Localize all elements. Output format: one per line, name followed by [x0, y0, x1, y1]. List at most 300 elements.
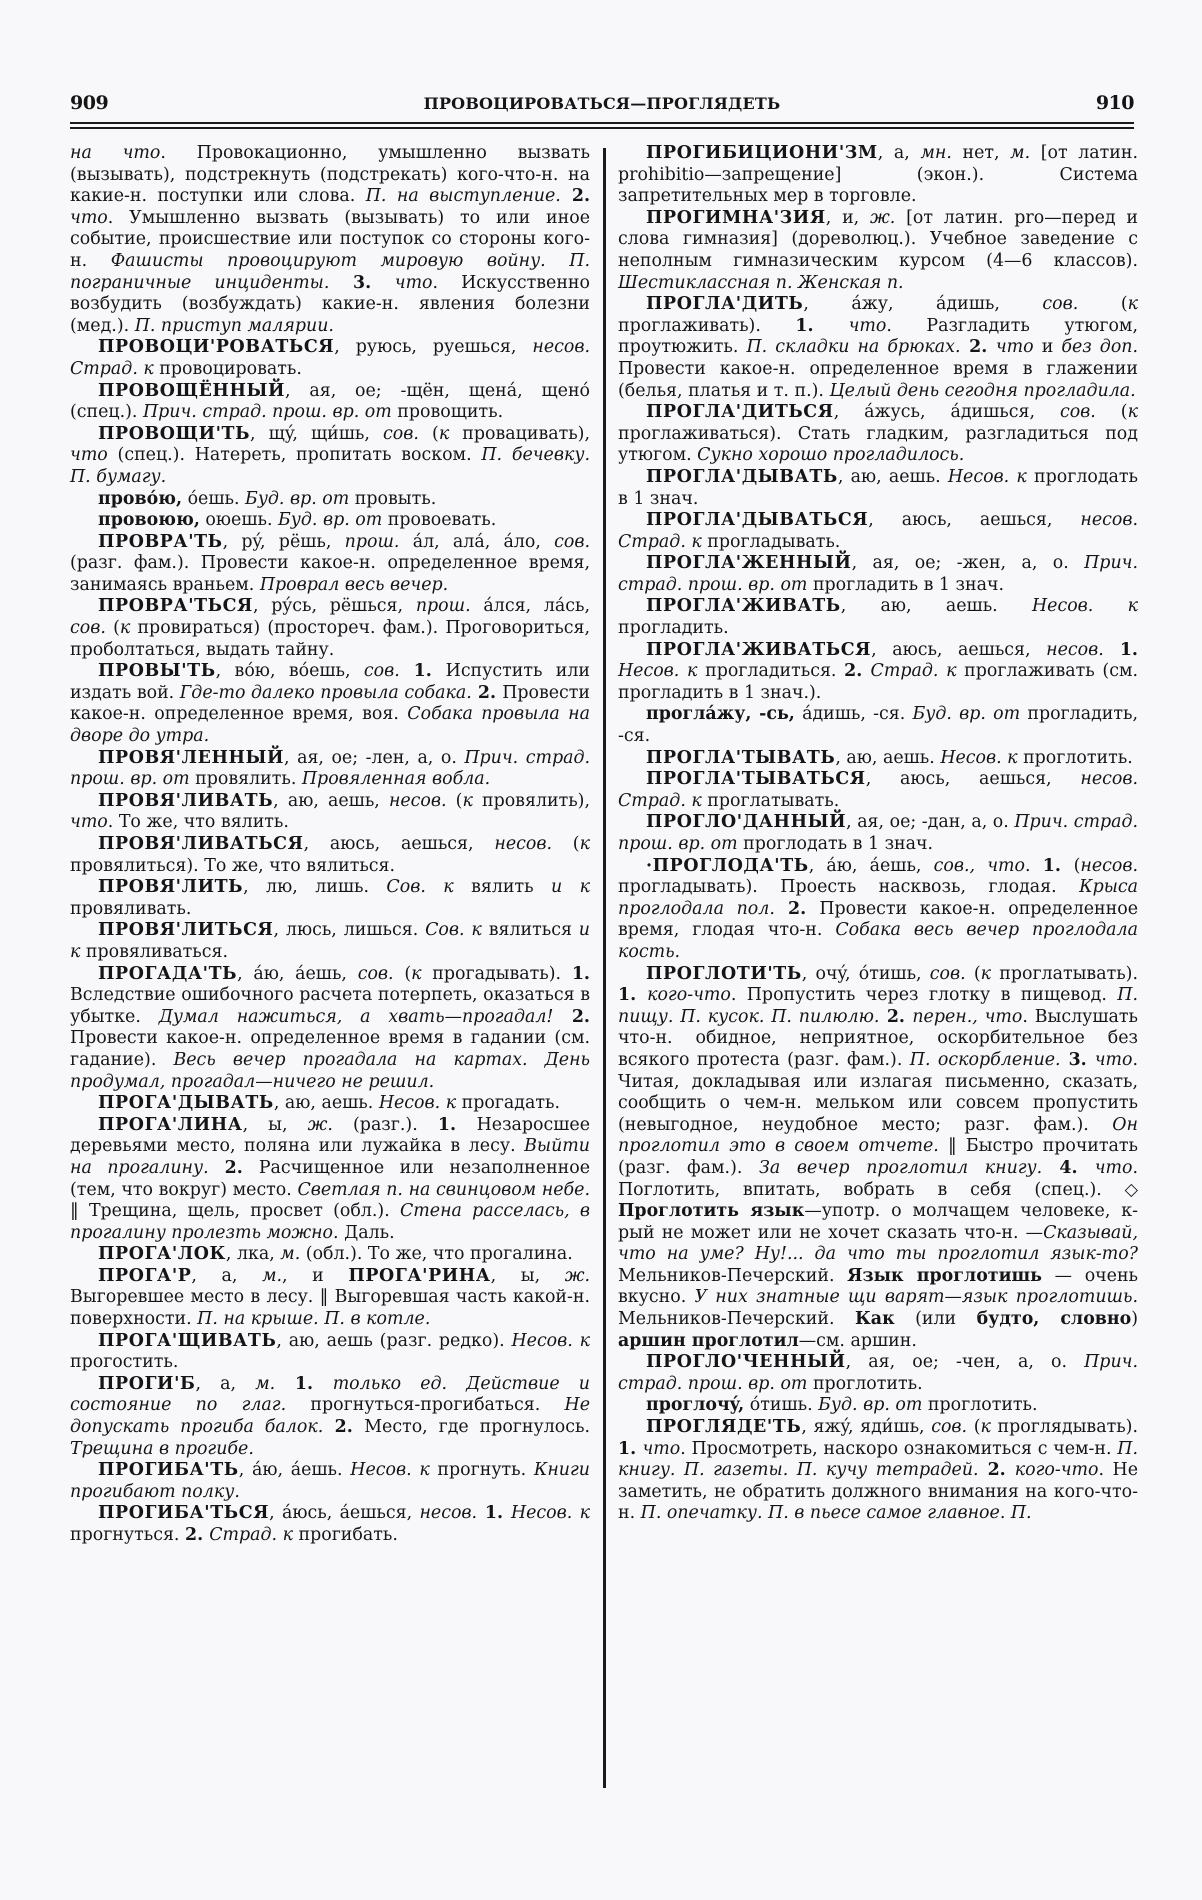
entry-text: провяливаться.	[80, 941, 228, 962]
entry-text: , вóю, вóешь,	[215, 661, 364, 682]
entry-text: к	[119, 618, 131, 639]
entry-text: 1.	[795, 315, 849, 336]
entry-text: П. опечатку. П. в пьесе самое главное. П.	[640, 1503, 1032, 1524]
entry-text: . Пропустить через глотку в пищевод.	[730, 985, 1118, 1006]
entry-text: сов.	[1042, 294, 1079, 315]
entry-text: сов.	[363, 661, 400, 682]
dictionary-entry	[618, 1417, 1138, 1525]
dictionary-entry	[618, 553, 1138, 596]
dictionary-entry	[70, 1503, 590, 1546]
entry-text: Сукно хорошо прогладилось.	[697, 445, 965, 466]
entry-text: 1.	[437, 1114, 477, 1135]
entry-text: Место, где прогнулось.	[364, 1417, 590, 1438]
entry-text: Прич. страд. прош. вр. от	[618, 1352, 1138, 1394]
entry-text: прогладывать). Проесть насквозь, глодая.	[618, 877, 1080, 898]
headword: ПРОГИ'Б	[98, 1373, 196, 1394]
entry-text: Сов. к	[386, 877, 454, 898]
entry-text: проглаживать).	[618, 315, 796, 336]
entry-text: . Просмотреть, наскоро ознакомиться с чем-н.	[680, 1438, 1118, 1459]
entry-text: Думал нажиться, а хвать—прогадал!	[158, 1006, 554, 1027]
column-divider	[603, 148, 606, 1788]
dictionary-entry	[618, 704, 1138, 747]
entry-text: 4.	[1042, 1157, 1095, 1178]
entry-text: и к	[550, 877, 590, 898]
headword: ПРОГА'РИНА	[348, 1265, 491, 1286]
entry-text: ж.	[870, 207, 896, 228]
dictionary-entry	[70, 877, 590, 920]
dictionary-entry	[70, 661, 590, 747]
entry-text: к	[980, 1417, 991, 1438]
entry-text: (	[393, 963, 412, 984]
entry-text: что	[995, 337, 1034, 358]
entry-text: П. пищу. П. кусок. П. пилюлю.	[618, 985, 1138, 1027]
entry-text: Прич. страд. прош. вр. от	[70, 747, 590, 790]
entry-text: 1.	[618, 1438, 643, 1459]
headword: ПРОГЛА'ДЫВАТЬ	[646, 466, 838, 487]
entry-text: Буд. вр. от	[912, 704, 1021, 725]
headword: провóю,	[98, 488, 183, 509]
entry-text: Проглотить язык	[618, 1201, 805, 1222]
entry-text: , аюсь, аешься,	[303, 834, 495, 854]
entry-text: сов.	[554, 531, 591, 552]
entry-text: провяливать.	[70, 898, 192, 919]
entry-text: Несов. к	[940, 747, 1018, 768]
entry-text: [от латин. pro—перед и слова гимназия] (дореволюц.). Учебное заведение с неполным гимназическим курсом (4—6 классов).	[618, 207, 1138, 271]
headword: ПРОГЛА'ЖЕННЫЙ	[646, 553, 852, 574]
entry-text: (спец.). Натереть, пропитать воском.	[107, 445, 482, 466]
entry-text: Несов. к	[510, 1503, 590, 1524]
entry-text: Провести какое-н. определенное время, воя.	[70, 682, 590, 725]
dictionary-entry	[618, 596, 1138, 639]
entry-text: несов.	[388, 790, 447, 811]
entry-text: несов. Страд.	[70, 337, 590, 379]
entry-text: , руюсь, руешься,	[334, 337, 533, 358]
headword: ПРОВРА'ТЬСЯ	[98, 596, 253, 617]
entry-text: проглатывать).	[991, 963, 1138, 984]
entry-text: прогнуть.	[429, 1460, 534, 1481]
entry-text: что	[1094, 1157, 1133, 1178]
entry-text: , аюсь, аешься,	[865, 769, 1081, 790]
entry-text: . Разгладить утюгом, проутюжить.	[618, 315, 1138, 358]
entry-text: Стена расселась, в прогалину пролезть можно.	[70, 1201, 590, 1243]
entry-text: прогладить в 1 знач.	[807, 574, 1004, 595]
entry-text: прогостить.	[70, 1352, 179, 1373]
entry-text: 3.	[1060, 1049, 1095, 1070]
entry-text: 1.	[1042, 855, 1074, 876]
entry-text: (	[1078, 294, 1128, 315]
entry-text: (	[446, 790, 463, 811]
entry-text: к	[438, 423, 450, 444]
entry-text: несов. Страд. к	[618, 769, 1138, 811]
left-page-number: 909	[70, 92, 109, 114]
entry-text: Весь вечер прогадала на картах. День продумал, прогадал—ничего не решил.	[70, 1049, 590, 1092]
headword: ПРОГА'Р	[98, 1265, 192, 1286]
entry-text: (разг. фам.). Провести какое-н. определенное время, занимаясь враньем.	[70, 553, 590, 595]
entry-text: Провести какое-н. определенное время в гадании (см. гадание).	[70, 1028, 590, 1070]
right-column	[618, 143, 1138, 1525]
entry-text: , и,	[825, 207, 870, 228]
headword: проглочý,	[646, 1395, 745, 1416]
entry-text: Проврал весь вечер.	[259, 574, 449, 595]
entry-text: кого-что	[1014, 1460, 1099, 1481]
dictionary-entry	[618, 294, 1138, 402]
entry-text: вялиться	[481, 920, 579, 941]
entry-text: , аюсь, аешься,	[871, 639, 1047, 660]
entry-text: , ая, ое; -дан, а, о.	[846, 812, 1015, 833]
entry-text: проглодать в 1 знач.	[618, 466, 1138, 509]
entry-text: .	[1025, 855, 1043, 876]
dictionary-entry	[618, 467, 1138, 510]
entry-text: П. приступ малярии.	[134, 315, 334, 336]
entry-text: 2.	[879, 1006, 913, 1027]
dictionary-entry	[70, 596, 590, 661]
entry-text: провялить),	[472, 790, 590, 811]
entry-text: . Поглотить, впитать, вобрать в себя (спец.). ◇	[618, 1157, 1138, 1200]
entry-text: Выгоревшее место в лесу. ‖ Выгоревшая часть какой-н. поверхности.	[70, 1287, 590, 1330]
entry-text: провацивать),	[449, 423, 590, 444]
headword: ПРОВРА'ТЬ	[98, 531, 223, 552]
entry-text: 1.	[275, 1373, 333, 1394]
entry-text: что	[848, 315, 887, 336]
dictionary-entry	[618, 1395, 1138, 1417]
entry-text: Прич. страд. прош. вр. от	[142, 402, 392, 423]
headword: ПРОГИБИЦИОНИ'ЗМ	[646, 143, 878, 163]
entry-text: )	[1131, 1309, 1139, 1330]
entry-text: Светлая п. на свинцовом небе.	[297, 1179, 590, 1200]
headword: ПРОГЛА'ДИТЬСЯ	[646, 402, 834, 423]
dictionary-entry	[618, 402, 1138, 467]
entry-text: [от латин. prohibitio—запрещение] (экон.). Система запретительных мер в торговле.	[618, 143, 1138, 207]
dictionary-entry	[70, 424, 590, 489]
entry-text: прогладиться.	[697, 661, 845, 682]
entry-text: м.	[262, 1265, 283, 1286]
dictionary-entry	[70, 381, 590, 424]
entry-text: прогладить.	[618, 618, 729, 639]
entry-text: будто, словно	[976, 1309, 1132, 1330]
entry-text: Несов. к	[947, 466, 1027, 487]
headword: провоюю,	[98, 510, 200, 531]
entry-text: Несов. к	[511, 1330, 590, 1351]
headword: ПРОГА'ЛИНА	[98, 1114, 243, 1135]
entry-text: что	[70, 812, 108, 833]
entry-text: провираться) (простореч. фам.). Проговориться, проболтаться, выдать тайну.	[70, 618, 590, 660]
entry-text: Крыса проглодала пол.	[618, 877, 1138, 919]
entry-text: Сов. к	[425, 920, 482, 941]
entry-text: 1.	[477, 1503, 511, 1524]
entry-text: За вечер проглотил книгу.	[759, 1157, 1043, 1178]
entry-text: . Читая, докладывая или излагая письменно, сказать, сообщить о чем-н. мельком или совсем пропустить (невыгодное, неудобное место; разг. фам.).	[618, 1049, 1139, 1135]
entry-text: áл, алá, áло,	[399, 531, 555, 552]
entry-text: прогнуться.	[70, 1525, 185, 1545]
entry-text: 3.	[329, 272, 395, 293]
entry-text: что	[642, 1438, 681, 1459]
entry-text: У них знатные щи варят—язык проглотишь.	[694, 1287, 1138, 1308]
entry-text: П. на выступление.	[365, 186, 561, 207]
entry-text: проглаживать (см. прогладить в 1 знач.).	[618, 661, 1139, 703]
entry-text: (	[1073, 855, 1081, 876]
entry-text: что	[70, 207, 108, 228]
headword: ПРОГЛА'ДИТЬ	[646, 294, 804, 315]
entry-text: Фашисты провоцируют мировую войну. П. пограничные инциденты.	[70, 250, 590, 293]
entry-text: Как	[854, 1309, 895, 1330]
entry-text: прош.	[415, 596, 471, 617]
dictionary-entry	[70, 1374, 590, 1460]
entry-text: , ая, ое; -лен, а, о.	[284, 747, 465, 768]
entry-text: áдишь, -ся.	[794, 704, 913, 725]
dictionary-entry	[618, 964, 1138, 1353]
entry-text: без доп.	[1061, 337, 1139, 358]
entry-text: ‖ Трещина, щель, просвет (обл.).	[70, 1201, 400, 1222]
headword: ПРОГЛО'ДАННЫЙ	[646, 812, 847, 833]
entry-text: 2.	[560, 186, 590, 207]
entry-text: несов.	[1046, 639, 1104, 660]
entry-text: вялить	[453, 877, 551, 898]
entry-text: 2.	[553, 1006, 590, 1027]
entry-text: Язык проглотишь	[847, 1265, 1042, 1286]
entry-text: (или	[894, 1309, 977, 1330]
entry-text: , аю, аешь.	[837, 466, 948, 487]
entry-text: ж.	[564, 1265, 590, 1286]
entry-text: Страд. к	[209, 1525, 293, 1545]
entry-text: Трещина в прогибе.	[70, 1438, 254, 1459]
headword: ПРОГЛОТИ'ТЬ	[646, 963, 802, 984]
entry-text: . Не заметить, не обратить должного внимания на кого-что-н.	[618, 1460, 1138, 1524]
entry-text: что	[394, 272, 433, 293]
entry-text: и	[1033, 337, 1062, 358]
headword: ПРОВЯ'ЛЕННЫЙ	[98, 747, 285, 768]
entry-text: , рý, рёшь,	[222, 531, 345, 552]
headword: ПРОГЛА'ДЫВАТЬСЯ	[646, 510, 869, 531]
entry-text: Выйти на прогалину.	[70, 1136, 590, 1178]
entry-text: —Сказывай, что на уме? Ну!... да что ты проглотил язык-то?	[618, 1222, 1138, 1265]
dictionary-entry	[618, 143, 1138, 208]
dictionary-entry	[70, 532, 590, 597]
entry-text: сов.	[929, 963, 966, 984]
entry-text: сов.	[70, 618, 106, 639]
entry-text: прогадать.	[456, 1093, 560, 1114]
entry-text: , лка,	[225, 1244, 281, 1265]
entry-text: 1.	[399, 661, 446, 682]
dictionary-entry	[618, 510, 1138, 553]
entry-text: провоевать.	[382, 510, 497, 531]
left-column	[70, 143, 590, 1547]
dictionary-entry	[618, 856, 1138, 964]
entry-text: , áжу, áдишь,	[803, 294, 1043, 315]
entry-text: сов.	[357, 963, 394, 984]
headword: ПРОВЯ'ЛИВАТЬ	[98, 790, 274, 811]
entry-text: , аю, аешь.	[840, 596, 1032, 617]
entry-text: áлся, лáсь,	[470, 596, 590, 617]
dictionary-entry	[70, 143, 590, 337]
entry-text: Несов. к	[378, 1093, 457, 1114]
entry-text: (обл.). То же, что прогалина.	[300, 1244, 573, 1265]
headword: ПРОГЛА'ТЫВАТЬСЯ	[646, 769, 866, 790]
entry-text: несов.	[494, 834, 552, 854]
dictionary-entry	[618, 1352, 1138, 1395]
entry-text: прош.	[344, 531, 400, 552]
entry-text: прогнуться-прогибаться.	[286, 1395, 565, 1416]
entry-text: , ая, ое; -щён, щенá, щенó (спец.).	[70, 380, 590, 423]
entry-text: П. книгу. П. газеты. П. кучу тетрадей.	[618, 1438, 1138, 1481]
entry-text: (разг.).	[332, 1114, 438, 1135]
dictionary-entry	[70, 964, 590, 1094]
entry-text: только ед. Действие и состояние по глаг.	[70, 1373, 591, 1416]
entry-text: 2.	[471, 682, 503, 703]
entry-text: , а,	[195, 1373, 256, 1394]
dictionary-entry	[618, 640, 1138, 705]
entry-text: проглаживаться). Стать гладким, разгладиться под утюгом.	[618, 423, 1138, 466]
entry-text: , а,	[191, 1265, 263, 1286]
headword: ПРОВОЦИ'РОВАТЬСЯ	[98, 337, 335, 358]
dictionary-entry	[70, 1460, 590, 1503]
entry-text: сов.	[383, 423, 419, 444]
entry-text: , áюсь, áешься,	[269, 1503, 420, 1524]
entry-text: провоцировать.	[153, 358, 302, 379]
dictionary-entry	[70, 1093, 590, 1115]
entry-text: что	[70, 445, 108, 466]
entry-text: Страд. к	[870, 661, 957, 682]
entry-text: Буд. вр. от	[245, 488, 350, 509]
dictionary-entry	[70, 337, 590, 380]
entry-text: Прич. страд. прош. вр. от	[618, 553, 1138, 595]
entry-text: , áю, áешь.	[238, 1460, 351, 1481]
entry-text: Провести какое-н. определенное время, глодая что-н.	[618, 898, 1138, 941]
running-head: ПРОВОЦИРОВАТЬСЯ—ПРОГЛЯДЕТЬ	[423, 94, 781, 113]
entry-text: —употр. о молчащем человеке, к-рый не может или не хочет сказать что-н.	[618, 1201, 1138, 1243]
dictionary-entry	[70, 1115, 590, 1245]
entry-text: кого-что	[647, 985, 731, 1006]
entry-text: Книги прогибают полку.	[70, 1460, 590, 1502]
headword: ПРОГЛА'ЖИВАТЬ	[646, 596, 841, 617]
entry-text: прогладывать.	[701, 531, 841, 552]
entry-text: , щý, щи́шь,	[250, 423, 384, 444]
entry-text: Вследствие ошибочного расчета потерпеть, оказаться в убытке.	[70, 985, 590, 1027]
headword: ПРОГЛА'ЖИВАТЬСЯ	[646, 639, 872, 660]
entry-text: Несов. к	[350, 1460, 430, 1481]
entry-text: , аю, аешь,	[273, 790, 389, 811]
dictionary-entry	[70, 834, 590, 877]
entry-text: Мельников-Печерский.	[618, 1265, 848, 1286]
entry-text: проглядывать).	[990, 1417, 1138, 1438]
entry-text: аршин проглотил	[618, 1330, 799, 1351]
headword: ·ПРОГЛОДА'ТЬ	[646, 855, 809, 876]
entry-text: м.	[1010, 143, 1031, 163]
entry-text: и к	[70, 920, 590, 962]
entry-text: , а,	[877, 143, 921, 163]
entry-text: Шестиклассная п. Женская п.	[618, 272, 904, 293]
headword: ПРОГЛО'ЧЕННЫЙ	[646, 1352, 846, 1373]
entry-text: 2.	[978, 1460, 1015, 1481]
entry-text: (	[551, 834, 580, 854]
entry-text: к	[1127, 294, 1138, 315]
entry-text: к	[143, 358, 154, 379]
entry-text: Собака весь вечер проглодала кость.	[618, 920, 1138, 962]
dictionary-entry	[70, 1266, 590, 1331]
entry-text: (	[967, 1417, 981, 1438]
entry-text: ‖ Быстро прочитать (разг. фам.).	[618, 1136, 1138, 1178]
entry-text: Прич. страд. прош. вр. от	[618, 812, 1138, 854]
entry-text: (	[965, 963, 981, 984]
headword: ПРОВЯ'ЛИВАТЬСЯ	[98, 834, 304, 854]
entry-text: , аю, аешь.	[273, 1093, 379, 1114]
entry-text: . Провокационно, умышленно вызвать (вызывать), подстрекнуть (подстрекать) кого-что-н. на какие-н. поступки или слова.	[70, 143, 590, 207]
dictionary-entry	[70, 748, 590, 791]
dictionary-entry	[70, 1331, 590, 1374]
entry-text: П. оскорбление.	[909, 1049, 1061, 1070]
entry-text: , рýсь, рёшься,	[252, 596, 416, 617]
entry-text: проглотить.	[807, 1373, 923, 1394]
entry-text: проглотить.	[922, 1395, 1038, 1416]
headword: проглáжу, -сь,	[646, 704, 795, 725]
dictionary-entry	[618, 748, 1138, 770]
headword: ПРОГИМНА'ЗИЯ	[646, 207, 826, 228]
dictionary-entry	[70, 791, 590, 834]
header-double-rule	[70, 122, 1134, 129]
headword: ПРОГИБА'ТЬСЯ	[98, 1503, 270, 1524]
entry-text: Несов. к	[618, 661, 698, 682]
entry-text: Даль.	[338, 1222, 395, 1243]
dictionary-entry	[70, 920, 590, 963]
entry-text: прогадывать).	[421, 963, 572, 984]
headword: ПРОГА'ЛОК	[98, 1244, 226, 1265]
entry-text: 2.	[960, 337, 996, 358]
headword: ПРОВЯ'ЛИТЬ	[98, 877, 244, 898]
entry-text: , аю, аешь (разг. редко).	[276, 1330, 512, 1351]
dictionary-entry	[70, 1244, 590, 1266]
entry-text: Провяленная вобла.	[301, 769, 491, 790]
entry-text: к	[462, 790, 473, 811]
entry-text: П. бечевку. П. бумагу.	[70, 445, 590, 487]
entry-text: ж.	[307, 1114, 333, 1135]
dictionary-entry	[618, 812, 1138, 855]
entry-text: Провести какое-н. определенное время в глажении (белья, платья и т. п.).	[618, 358, 1138, 401]
entry-text: прогладить, -ся.	[618, 704, 1138, 747]
entry-text: к	[980, 963, 992, 984]
entry-text: к	[411, 963, 422, 984]
entry-text: перен., что	[912, 1006, 1023, 1027]
entry-text: провощить.	[391, 402, 504, 423]
headword: ПРОГАДА'ТЬ	[98, 963, 238, 984]
headword: ПРОГЛА'ТЫВАТЬ	[646, 747, 836, 768]
entry-text: Буд. вр. от	[278, 510, 383, 531]
entry-text: —см. аршин.	[798, 1330, 917, 1351]
dictionary-entry	[618, 208, 1138, 294]
entry-text: 1.	[1103, 639, 1138, 660]
entry-text: . То же, что вялить.	[107, 812, 289, 833]
entry-text: м.	[255, 1373, 276, 1394]
entry-text: óтишь.	[744, 1395, 819, 1416]
entry-text: , ы,	[490, 1265, 565, 1286]
entry-text: проглотить.	[1017, 747, 1133, 768]
entry-text: — очень вкусно.	[618, 1265, 1139, 1308]
entry-text: , люсь, лишься.	[273, 920, 426, 941]
entry-text: . Искусственно возбудить (возбуждать) какие-н. явления болезни (мед.).	[70, 272, 590, 336]
entry-text: , áжусь, áдишься,	[833, 402, 1060, 423]
entry-text: провялить.	[189, 769, 302, 790]
headword: ПРОГА'ЩИВАТЬ	[98, 1330, 277, 1351]
entry-text: Мельников-Печерский.	[618, 1309, 855, 1330]
entry-text: Где-то далеко провыла собака.	[179, 682, 472, 703]
entry-text: Расчищенное или незаполненное (тем, что вокруг) место.	[70, 1157, 591, 1200]
entry-text: (	[105, 618, 120, 639]
entry-text: 1.	[571, 963, 590, 984]
dictionary-entry	[70, 489, 590, 511]
headword: ПРОГЛЯДЕ'ТЬ	[646, 1417, 802, 1438]
entry-text: на что	[70, 143, 161, 163]
entry-text: оюешь.	[199, 510, 279, 531]
right-page-number: 910	[1095, 92, 1134, 114]
entry-text: 2.	[184, 1525, 210, 1545]
